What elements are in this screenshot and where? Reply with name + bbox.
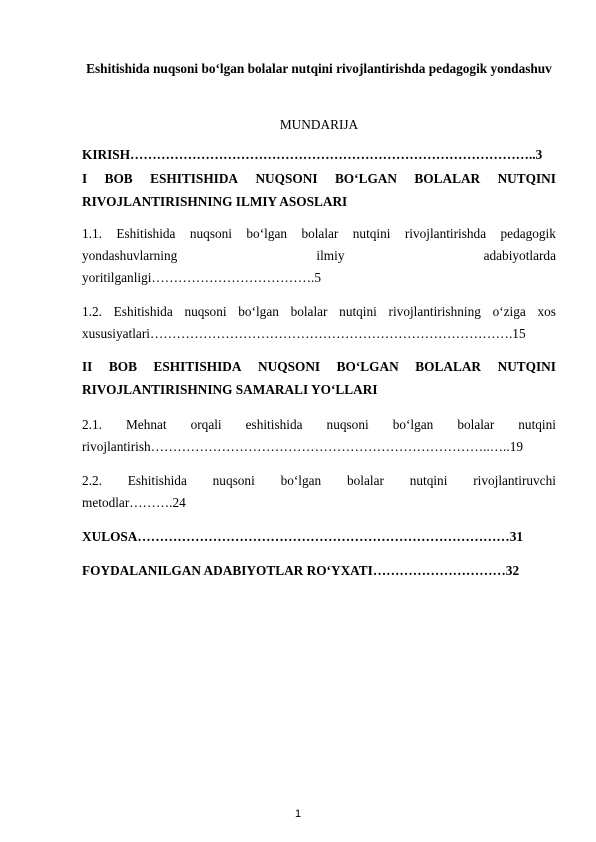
toc-word: xos — [537, 304, 556, 319]
toc-word: nuqsoni — [326, 417, 369, 432]
toc-word: BOLALAR — [414, 171, 481, 186]
toc-word: orqali — [190, 417, 222, 432]
toc-word: ESHITISHIDA — [153, 359, 242, 374]
toc-heading: MUNDARIJA — [279, 117, 359, 132]
toc-word: BOLALAR — [415, 359, 482, 374]
document-title: Eshitishida nuqsoni bo‘lgan bolalar nutqini rivojlantirishda pedagogik yondashuv — [86, 61, 552, 76]
toc-word: yondashuvlarning — [82, 248, 178, 263]
toc-entry-kirish: KIRISH………………………………………………………………………………..3 — [82, 147, 543, 162]
toc-word: 1.1. — [82, 226, 102, 241]
toc-word: 1.2. — [82, 304, 102, 319]
toc-word: o‘ziga — [492, 304, 526, 319]
toc-entry-1-1-line3: yoritilganligi……………………………….5 — [82, 270, 321, 285]
toc-word: nutqini — [409, 473, 448, 488]
toc-word: NUTQINI — [497, 171, 556, 186]
toc-word: bo‘lgan — [246, 226, 288, 241]
toc-word: 2.2. — [82, 473, 102, 488]
toc-word: BO‘LGAN — [336, 359, 399, 374]
toc-entry-2-1-line2: rivojlantirish…………………………………………………………………..…..19 — [82, 439, 524, 454]
toc-entry-bob2-line2: RIVOJLANTIRISHNING SAMARALI YO‘LLARI — [82, 382, 378, 397]
toc-word: rivojlantirishda — [404, 226, 487, 241]
toc-entry-bob2-line1 — [82, 358, 556, 376]
toc-entry-2-2-line2: metodlar……….24 — [82, 495, 186, 510]
toc-word: nutqini — [339, 304, 377, 319]
toc-word: ilmiy — [316, 248, 345, 263]
toc-word: NUTQINI — [497, 359, 556, 374]
toc-word: bolalar — [347, 473, 384, 488]
toc-word: nutqini — [518, 417, 556, 432]
toc-word: II — [82, 359, 93, 374]
toc-word: rivojlantirishning — [388, 304, 481, 319]
toc-entry-1-1-line1 — [82, 225, 556, 243]
toc-word: bolalar — [301, 226, 339, 241]
toc-word: nutqini — [352, 226, 391, 241]
toc-entry-2-2-line1 — [82, 472, 556, 490]
toc-word: pedagogik — [500, 226, 556, 241]
toc-word: bo‘lgan — [392, 417, 434, 432]
toc-word: BO‘LGAN — [334, 171, 397, 186]
toc-entry-2-1-line1 — [82, 416, 556, 434]
toc-word: bo‘lgan — [238, 304, 279, 319]
toc-word: nuqsoni — [184, 304, 227, 319]
toc-word: rivojlantiruvchi — [473, 473, 556, 488]
toc-entry-1-1-line2 — [82, 247, 556, 265]
toc-word: ESHITISHIDA — [150, 171, 239, 186]
toc-word: I — [82, 171, 88, 186]
toc-word: Eshitishida — [113, 304, 173, 319]
toc-entry-1-2-line1 — [82, 303, 556, 321]
toc-word: bolalar — [290, 304, 328, 319]
toc-word: NUQSONI — [255, 171, 318, 186]
toc-entry-xulosa: XULOSA…………………………………………………………………………31 — [82, 529, 524, 544]
toc-word: BOB — [108, 359, 137, 374]
toc-word: eshitishida — [245, 417, 303, 432]
toc-word: NUQSONI — [258, 359, 321, 374]
toc-word: adabiyotlarda — [483, 248, 556, 263]
toc-entry-adabiyotlar: FOYDALANILGAN ADABIYOTLAR RO‘YXATI…………………………32 — [82, 563, 520, 578]
toc-entry-bob1-line2: RIVOJLANTIRISHNING ILMIY ASOSLARI — [82, 194, 348, 209]
toc-word: nuqsoni — [189, 226, 232, 241]
toc-word: Mehnat — [125, 417, 167, 432]
page-number: 1 — [294, 808, 302, 820]
toc-word: nuqsoni — [212, 473, 255, 488]
toc-entry-1-2-line2: xususiyatlari……………………………………………………………………….15 — [82, 326, 526, 341]
toc-word: 2.1. — [82, 417, 102, 432]
toc-entry-bob1-line1 — [82, 170, 556, 188]
toc-word: bo‘lgan — [280, 473, 322, 488]
toc-word: Eshitishida — [127, 473, 187, 488]
toc-word: bolalar — [457, 417, 495, 432]
toc-word: Eshitishida — [116, 226, 176, 241]
toc-word: BOB — [104, 171, 133, 186]
